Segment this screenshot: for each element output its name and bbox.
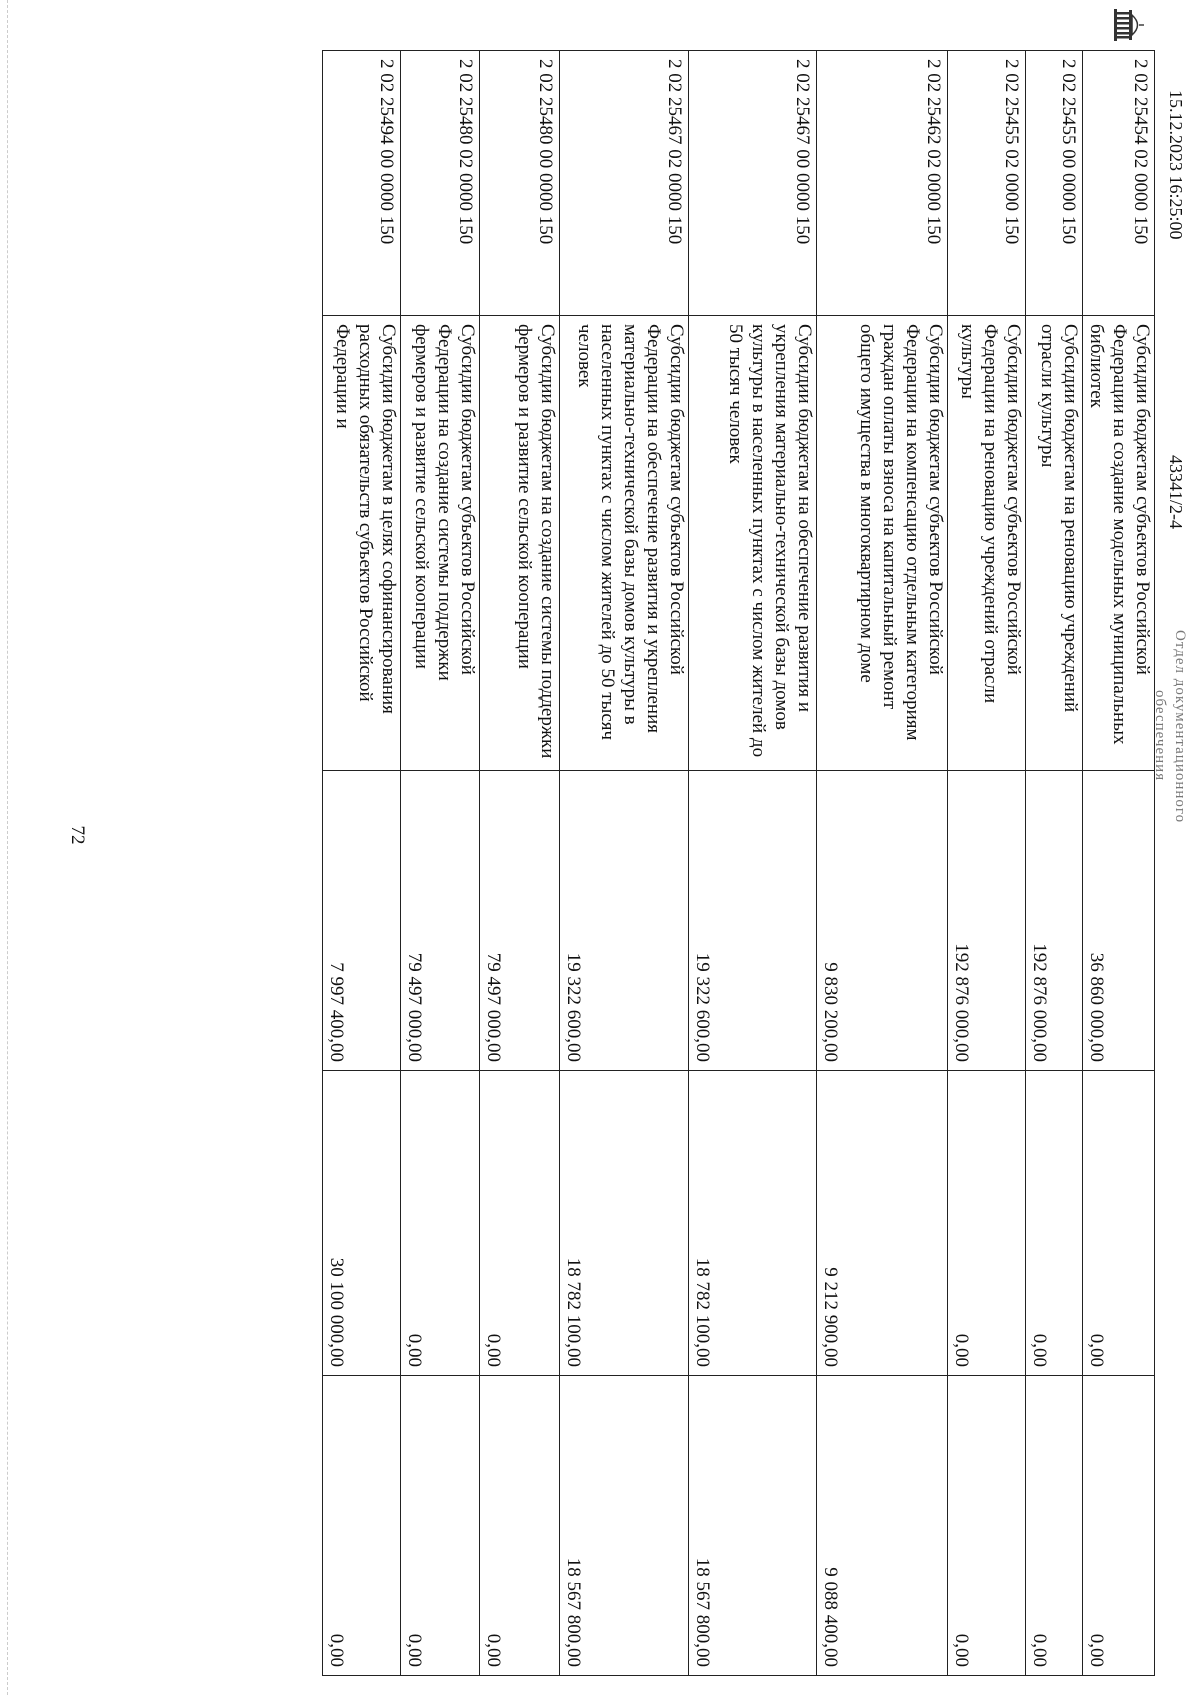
amount-year3-cell: 18 567 800,00: [560, 1376, 689, 1676]
amount-year3-cell: 0,00: [401, 1376, 480, 1676]
budget-code-cell: 2 02 25467 00 0000 150: [689, 51, 817, 316]
table-row: [948, 51, 1026, 1676]
amount-year1-cell: 7 997 400,00: [323, 771, 401, 1071]
amount-year3-cell: 9 088 400,00: [817, 1376, 948, 1676]
budget-code-cell: 2 02 25462 02 0000 150: [817, 51, 948, 316]
description-cell: Субсидии бюджетам на обеспечение развития и укрепления материально-технической базы домов культуры в населенных пунктах с числом жителей до 50 тысяч человек: [689, 316, 817, 771]
amount-year2-cell: 18 782 100,00: [560, 1071, 689, 1376]
budget-code-cell: 2 02 25455 02 0000 150: [948, 51, 1026, 316]
table-body: [323, 51, 1155, 1676]
parliament-building-logo-icon: [1111, 5, 1145, 45]
table-row: [323, 51, 401, 1676]
description-cell: Субсидии бюджетам субъектов Российской Федерации на обеспечение развития и укрепления материально-технической базы домов культуры в населенных пунктах с числом жителей до 50 тысяч человек: [560, 316, 689, 771]
amount-year1-cell: 79 497 000,00: [480, 771, 560, 1071]
description-cell: Субсидии бюджетам субъектов Российской Федерации на реновацию учреждений отрасли культуры: [948, 316, 1026, 771]
footer-doc-number: 43341/2-4: [1166, 455, 1186, 529]
department-stamp-line1: Отдел документационного: [1172, 630, 1188, 824]
amount-year3-cell: 18 567 800,00: [689, 1376, 817, 1676]
budget-code-cell: 2 02 25467 02 0000 150: [560, 51, 689, 316]
table-row: [1083, 51, 1155, 1676]
description-cell: Субсидии бюджетам в целях софинансирования расходных обязательств субъектов Российской Федерации и: [323, 316, 401, 771]
table-row: [401, 51, 480, 1676]
budget-code-cell: 2 02 25494 00 0000 150: [323, 51, 401, 316]
amount-year2-cell: 30 100 000,00: [323, 1071, 401, 1376]
description-cell: Субсидии бюджетам субъектов Российской Федерации на компенсацию отдельным категориям граждан оплаты взноса на капитальный ремонт общего имущества в многоквартирном доме: [817, 316, 948, 771]
page-number: 72: [67, 825, 88, 845]
budget-code-cell: 2 02 25454 02 0000 150: [1083, 51, 1155, 316]
budget-code-cell: 2 02 25455 00 0000 150: [1026, 51, 1083, 316]
table-row: [689, 51, 817, 1676]
amount-year1-cell: 79 497 000,00: [401, 771, 480, 1071]
amount-year1-cell: 19 322 600,00: [689, 771, 817, 1071]
table-row: [480, 51, 560, 1676]
description-cell: Субсидии бюджетам субъектов Российской Федерации на создание системы поддержки фермеров и развитие сельской кооперации: [401, 316, 480, 771]
scan-edge-artifact: [7, 0, 8, 1695]
revenue-table: [322, 50, 1155, 1676]
amount-year2-cell: 0,00: [1083, 1071, 1155, 1376]
amount-year2-cell: 9 212 900,00: [817, 1071, 948, 1376]
amount-year2-cell: 0,00: [401, 1071, 480, 1376]
table-row: [560, 51, 689, 1676]
amount-year2-cell: 0,00: [948, 1071, 1026, 1376]
amount-year3-cell: 0,00: [948, 1376, 1026, 1676]
table-row: [817, 51, 948, 1676]
description-cell: Субсидии бюджетам на реновацию учреждений отрасли культуры: [1026, 316, 1083, 771]
amount-year1-cell: 36 860 000,00: [1083, 771, 1155, 1071]
amount-year1-cell: 9 830 200,00: [817, 771, 948, 1071]
amount-year3-cell: 0,00: [323, 1376, 401, 1676]
description-cell: Субсидии бюджетам субъектов Российской Федерации на создание модельных муниципальных библиотек: [1083, 316, 1155, 771]
amount-year2-cell: 18 782 100,00: [689, 1071, 817, 1376]
description-cell: Субсидии бюджетам на создание системы поддержки фермеров и развитие сельской кооперации: [480, 316, 560, 771]
department-stamp-line2: обеспечения: [1152, 690, 1168, 782]
amount-year3-cell: 0,00: [1026, 1376, 1083, 1676]
table-row: [1026, 51, 1083, 1676]
amount-year2-cell: 0,00: [480, 1071, 560, 1376]
amount-year2-cell: 0,00: [1026, 1071, 1083, 1376]
budget-code-cell: 2 02 25480 02 0000 150: [401, 51, 480, 316]
amount-year3-cell: 0,00: [480, 1376, 560, 1676]
budget-code-cell: 2 02 25480 00 0000 150: [480, 51, 560, 316]
amount-year1-cell: 19 322 600,00: [560, 771, 689, 1071]
footer-datetime: 15.12.2023 16:25:00: [1166, 90, 1186, 240]
amount-year1-cell: 192 876 000,00: [948, 771, 1026, 1071]
amount-year3-cell: 0,00: [1083, 1376, 1155, 1676]
amount-year1-cell: 192 876 000,00: [1026, 771, 1083, 1071]
